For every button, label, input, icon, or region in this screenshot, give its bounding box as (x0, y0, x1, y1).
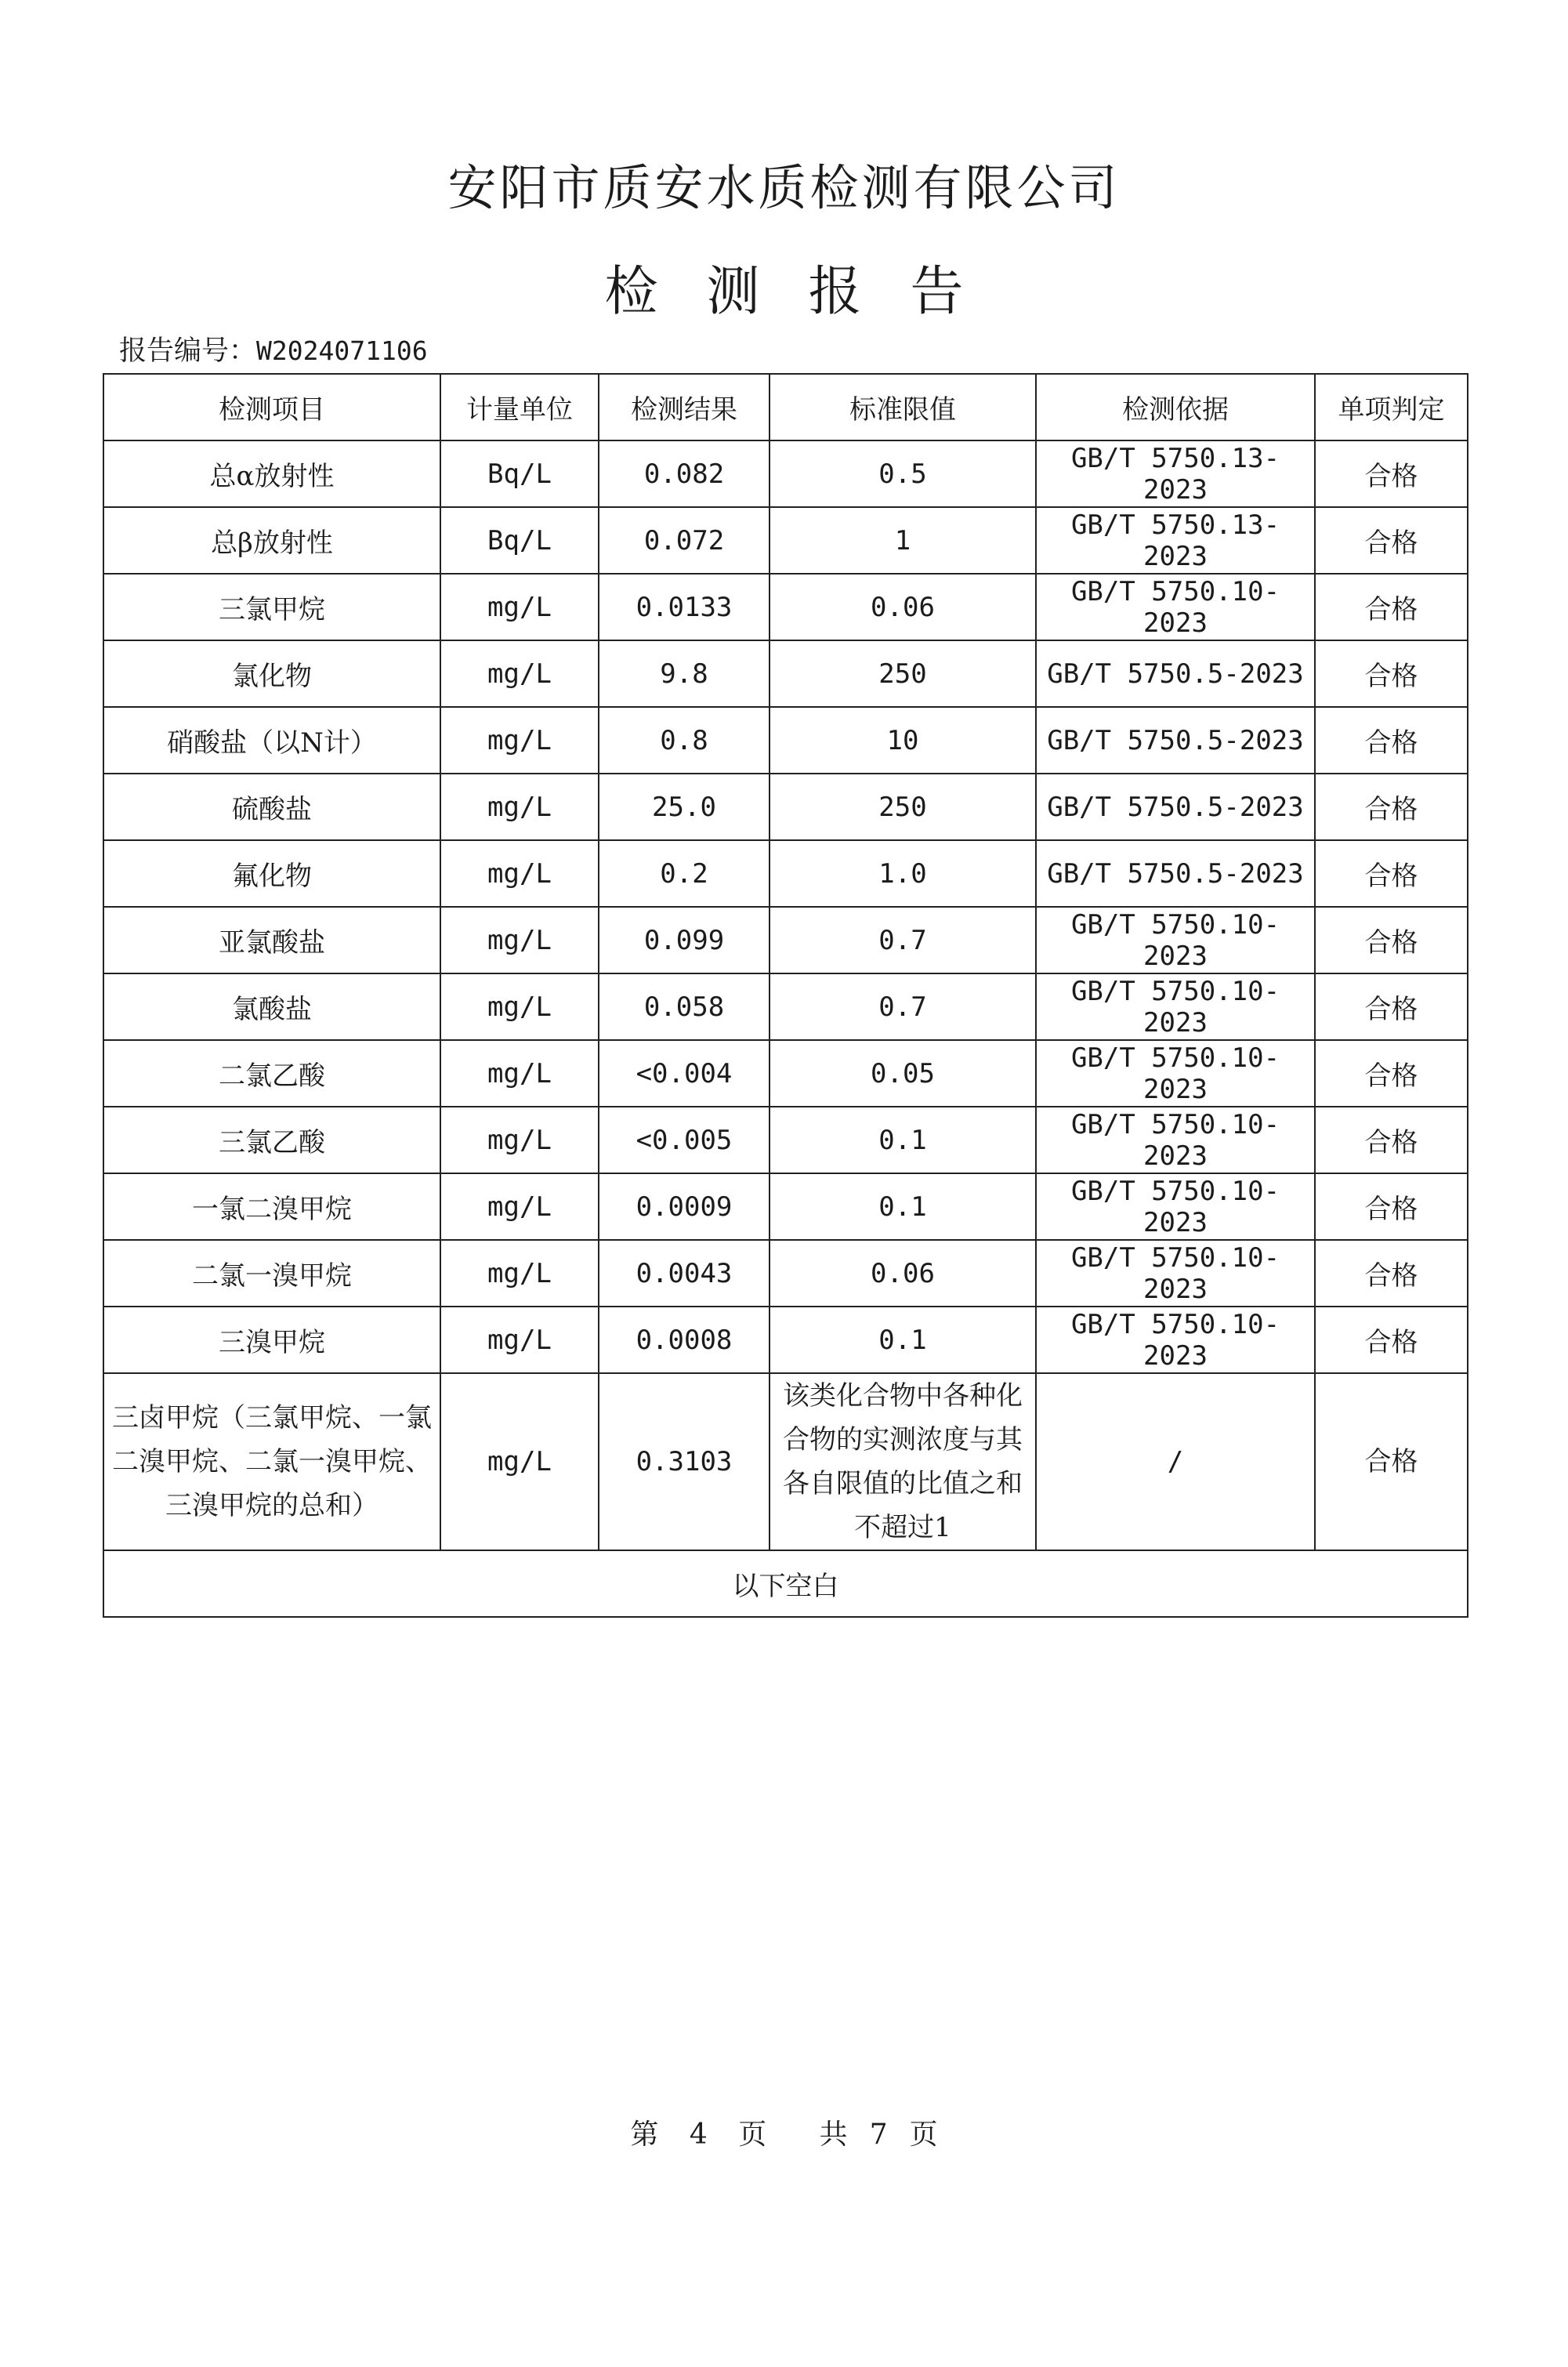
cell-limit: 250 (770, 640, 1036, 707)
cell-method: GB/T 5750.5-2023 (1036, 640, 1315, 707)
cell-limit: 0.5 (770, 440, 1036, 507)
cell-limit: 0.06 (770, 574, 1036, 640)
cell-unit: Bq/L (440, 440, 599, 507)
cell-method: / (1036, 1373, 1315, 1550)
cell-judge: 合格 (1315, 1107, 1468, 1173)
cell-judge: 合格 (1315, 640, 1468, 707)
cell-unit: mg/L (440, 1240, 599, 1307)
cell-limit: 10 (770, 707, 1036, 774)
cell-method: GB/T 5750.13-2023 (1036, 440, 1315, 507)
cell-item: 总β放射性 (103, 507, 440, 574)
table-row (103, 774, 1468, 840)
cell-method: GB/T 5750.5-2023 (1036, 774, 1315, 840)
col-header-method: 检测依据 (1036, 374, 1315, 440)
table-row (103, 1107, 1468, 1173)
report-number (119, 329, 428, 368)
report-number-label: 报告编号： (119, 335, 257, 367)
company-name: 安阳市质安水质检测有限公司 (447, 159, 1121, 216)
cell-item: 三溴甲烷 (103, 1307, 440, 1373)
page-prefix: 第 (630, 2119, 659, 2151)
cell-limit: 0.06 (770, 1240, 1036, 1307)
cell-result: 0.072 (599, 507, 770, 574)
total-unit: 页 (909, 2119, 938, 2151)
cell-item: 三氯甲烷 (103, 574, 440, 640)
table-row-trihalomethanes (103, 1373, 1468, 1550)
page-value: 4 (689, 2119, 708, 2151)
report-title: 检测报告 (604, 261, 1012, 323)
col-header-judge: 单项判定 (1315, 374, 1468, 440)
cell-item: 氯酸盐 (103, 973, 440, 1040)
cell-method: GB/T 5750.13-2023 (1036, 507, 1315, 574)
cell-judge: 合格 (1315, 707, 1468, 774)
table-row (103, 440, 1468, 507)
cell-limit: 1.0 (770, 840, 1036, 907)
cell-result: 25.0 (599, 774, 770, 840)
cell-judge: 合格 (1315, 1040, 1468, 1107)
cell-judge: 合格 (1315, 973, 1468, 1040)
cell-judge: 合格 (1315, 574, 1468, 640)
cell-judge: 合格 (1315, 507, 1468, 574)
cell-unit: mg/L (440, 1307, 599, 1373)
table-row (103, 707, 1468, 774)
cell-item: 氯化物 (103, 640, 440, 707)
cell-judge: 合格 (1315, 907, 1468, 973)
table-row-blank-note (103, 1550, 1468, 1617)
cell-result: 0.099 (599, 907, 770, 973)
cell-unit: mg/L (440, 1173, 599, 1240)
cell-unit: mg/L (440, 840, 599, 907)
cell-method: GB/T 5750.5-2023 (1036, 707, 1315, 774)
cell-judge: 合格 (1315, 840, 1468, 907)
cell-result: 0.058 (599, 973, 770, 1040)
cell-item: 二氯乙酸 (103, 1040, 440, 1107)
table-row (103, 840, 1468, 907)
cell-judge: 合格 (1315, 1373, 1468, 1550)
col-header-unit: 计量单位 (440, 374, 599, 440)
cell-result: <0.005 (599, 1107, 770, 1173)
cell-method: GB/T 5750.10-2023 (1036, 1173, 1315, 1240)
table-row (103, 1040, 1468, 1107)
cell-judge: 合格 (1315, 1240, 1468, 1307)
cell-method: GB/T 5750.10-2023 (1036, 907, 1315, 973)
cell-judge: 合格 (1315, 440, 1468, 507)
cell-unit: mg/L (440, 640, 599, 707)
cell-limit: 0.1 (770, 1307, 1036, 1373)
table-row (103, 1173, 1468, 1240)
table-row (103, 574, 1468, 640)
cell-limit: 1 (770, 507, 1036, 574)
cell-item: 总α放射性 (103, 440, 440, 507)
cell-result: 0.082 (599, 440, 770, 507)
table-row (103, 973, 1468, 1040)
cell-result: 0.0008 (599, 1307, 770, 1373)
cell-limit: 0.1 (770, 1173, 1036, 1240)
col-header-limit: 标准限值 (770, 374, 1036, 440)
cell-result: 0.2 (599, 840, 770, 907)
report-number-value: W2024071106 (256, 335, 428, 366)
cell-item: 亚氯酸盐 (103, 907, 440, 973)
cell-item: 三卤甲烷（三氯甲烷、一氯二溴甲烷、二氯一溴甲烷、三溴甲烷的总和） (103, 1373, 440, 1550)
cell-limit: 250 (770, 774, 1036, 840)
cell-unit: mg/L (440, 774, 599, 840)
table-row (103, 640, 1468, 707)
cell-limit: 0.7 (770, 907, 1036, 973)
table-row (103, 907, 1468, 973)
blank-note: 以下空白 (103, 1550, 1468, 1617)
cell-judge: 合格 (1315, 1173, 1468, 1240)
cell-result: <0.004 (599, 1040, 770, 1107)
cell-method: GB/T 5750.10-2023 (1036, 973, 1315, 1040)
cell-result: 9.8 (599, 640, 770, 707)
cell-item: 三氯乙酸 (103, 1107, 440, 1173)
cell-item: 一氯二溴甲烷 (103, 1173, 440, 1240)
cell-unit: mg/L (440, 1040, 599, 1107)
cell-item: 硝酸盐（以N计） (103, 707, 440, 774)
cell-method: GB/T 5750.10-2023 (1036, 1107, 1315, 1173)
table-row (103, 1307, 1468, 1373)
cell-limit: 0.05 (770, 1040, 1036, 1107)
total-prefix: 共 (819, 2119, 848, 2151)
page-total (809, 2119, 949, 2151)
table-row (103, 1240, 1468, 1307)
cell-unit: mg/L (440, 907, 599, 973)
cell-item: 硫酸盐 (103, 774, 440, 840)
total-value: 7 (869, 2119, 888, 2151)
cell-result: 0.0009 (599, 1173, 770, 1240)
cell-limit: 该类化合物中各种化合物的实测浓度与其各自限值的比值之和不超过1 (770, 1373, 1036, 1550)
cell-limit: 0.1 (770, 1107, 1036, 1173)
page-number (0, 2112, 1568, 2152)
cell-limit: 0.7 (770, 973, 1036, 1040)
cell-unit: mg/L (440, 707, 599, 774)
cell-method: GB/T 5750.10-2023 (1036, 1240, 1315, 1307)
cell-item: 氟化物 (103, 840, 440, 907)
cell-item: 二氯一溴甲烷 (103, 1240, 440, 1307)
cell-method: GB/T 5750.10-2023 (1036, 574, 1315, 640)
table-row (103, 507, 1468, 574)
cell-method: GB/T 5750.10-2023 (1036, 1040, 1315, 1107)
cell-result: 0.8 (599, 707, 770, 774)
cell-result: 0.3103 (599, 1373, 770, 1550)
page-unit: 页 (738, 2119, 767, 2151)
table-header-row (103, 374, 1468, 440)
cell-result: 0.0133 (599, 574, 770, 640)
page-current (619, 2119, 777, 2151)
results-table (103, 373, 1468, 1618)
cell-judge: 合格 (1315, 774, 1468, 840)
col-header-item: 检测项目 (103, 374, 440, 440)
cell-unit: mg/L (440, 1107, 599, 1173)
cell-method: GB/T 5750.5-2023 (1036, 840, 1315, 907)
cell-judge: 合格 (1315, 1307, 1468, 1373)
cell-unit: mg/L (440, 574, 599, 640)
cell-unit: mg/L (440, 1373, 599, 1550)
cell-unit: Bq/L (440, 507, 599, 574)
cell-method: GB/T 5750.10-2023 (1036, 1307, 1315, 1373)
cell-result: 0.0043 (599, 1240, 770, 1307)
cell-unit: mg/L (440, 973, 599, 1040)
col-header-result: 检测结果 (599, 374, 770, 440)
